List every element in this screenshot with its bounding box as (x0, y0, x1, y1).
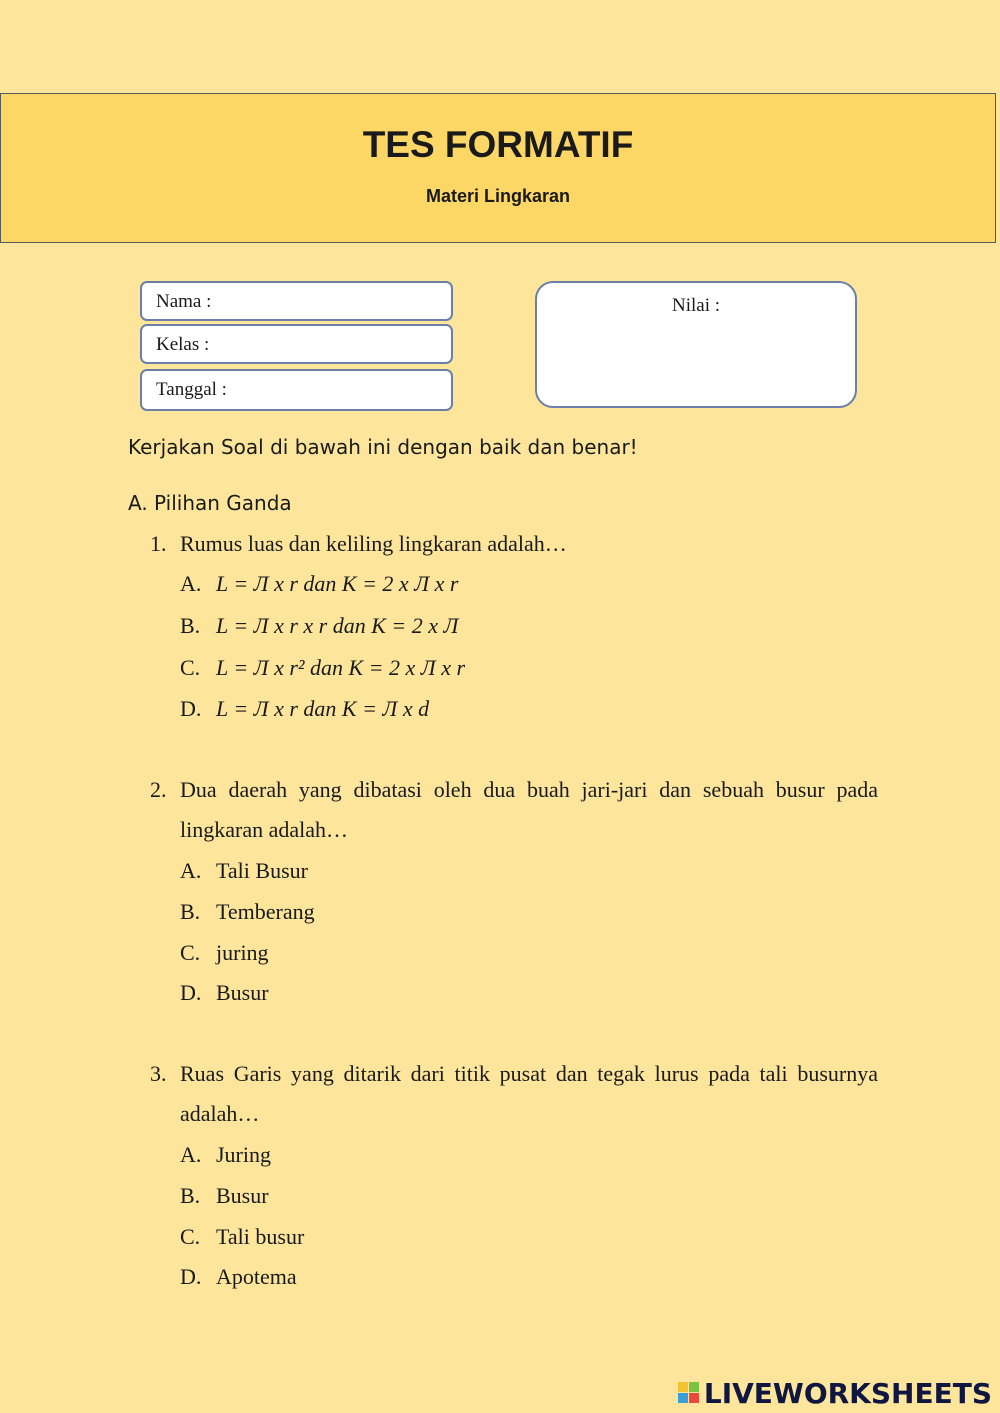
instruction-text: Kerjakan Soal di bawah ini dengan baik dan benar! (128, 435, 638, 459)
option-text: L = Л x r x r dan K = 2 x Л (216, 613, 459, 638)
score-box[interactable] (535, 281, 857, 408)
option-text: L = Л x r² dan K = 2 x Л x r (216, 655, 466, 680)
option-letter: C. (180, 940, 201, 965)
option-letter: C. (180, 1224, 201, 1249)
class-field[interactable]: Kelas : (140, 324, 453, 364)
question-text: Ruas Garis yang ditarik dari titik pusat dan tegak lurus pada tali busurnya adalah… (180, 1061, 878, 1126)
page-subtitle: Materi Lingkaran (425, 186, 571, 206)
option-letter: D. (180, 696, 202, 721)
option-letter: C. (180, 655, 201, 680)
question-text: Dua daerah yang dibatasi oleh dua buah jari-jari dan sebuah busur pada lingkaran adalah… (180, 777, 878, 842)
option-letter: D. (180, 1264, 202, 1289)
question-number: 3. (150, 1061, 167, 1086)
logo-blocks-icon (678, 1382, 700, 1404)
date-field[interactable]: Tanggal : (140, 369, 453, 411)
option-text: Tali Busur (216, 858, 308, 883)
header-banner (0, 93, 996, 243)
name-field[interactable]: Nama : (140, 281, 453, 321)
option-letter: A. (180, 858, 202, 883)
liveworksheets-logo (678, 1378, 992, 1408)
option-letter: D. (180, 980, 202, 1005)
option-letter: B. (180, 899, 201, 924)
option-text: Busur (216, 1183, 269, 1208)
option-text: Juring (216, 1142, 271, 1167)
option-letter: B. (180, 613, 201, 638)
option-letter: A. (180, 1142, 202, 1167)
option-text: juring (216, 940, 269, 965)
option-text: L = Л x r dan K = Л x d (216, 696, 430, 721)
option-text: L = Л x r dan K = 2 x Л x r (216, 571, 459, 596)
option-text: Tali busur (216, 1224, 305, 1249)
question-number: 2. (150, 777, 167, 802)
section-heading: A. Pilihan Ganda (128, 491, 292, 515)
option-text: Busur (216, 980, 269, 1005)
question-number: 1. (150, 531, 167, 556)
score-label: Nilai : (671, 295, 721, 316)
page-title: TES FORMATIF (362, 124, 634, 165)
logo-text: LIVEWORKSHEETS (703, 1376, 992, 1410)
question-text: Rumus luas dan keliling lingkaran adalah… (180, 531, 567, 556)
option-text: Temberang (216, 899, 315, 924)
option-text: Apotema (216, 1264, 297, 1289)
option-letter: B. (180, 1183, 201, 1208)
option-letter: A. (180, 571, 202, 596)
